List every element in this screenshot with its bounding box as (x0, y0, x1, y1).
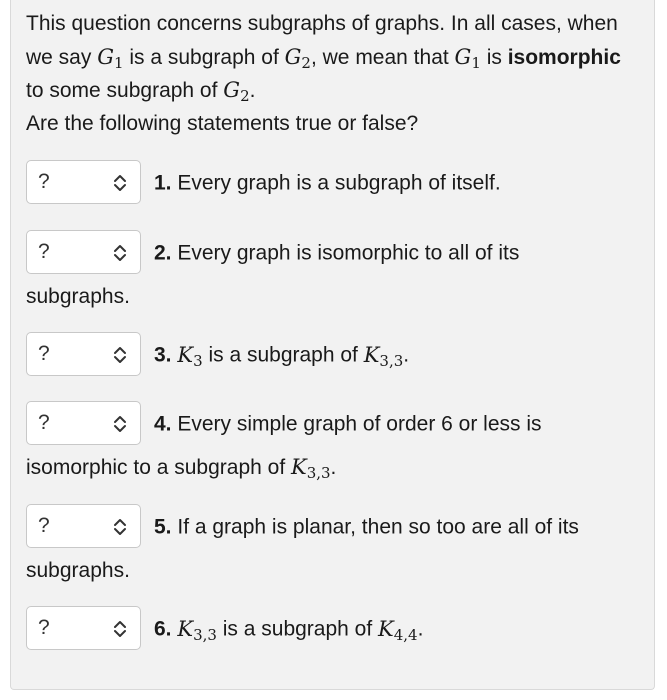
select-value: ? (38, 342, 50, 365)
math-k3: $K_3$ (177, 342, 203, 370)
question-1 (26, 162, 626, 206)
select-value: ? (38, 616, 50, 639)
question-text: Every simple graph of order 6 or less is isomorphic to a subgraph of (26, 412, 542, 479)
select-value: ? (38, 411, 50, 434)
question-2 (26, 232, 626, 317)
chevron-up-down-icon (112, 619, 128, 639)
intro-text-3: , we mean that (310, 45, 455, 69)
question-number: 5. (154, 515, 172, 539)
answer-select-4[interactable] (26, 401, 141, 445)
question-3: ? 3. $K_3$ is a subgraph of $K_{3,3}$. (26, 334, 626, 378)
answer-select-3[interactable] (26, 332, 141, 376)
math-k33: $K_{3,3}$ (363, 342, 404, 370)
answer-select-6[interactable] (26, 606, 141, 650)
select-value: ? (38, 514, 50, 537)
question-number: 4. (154, 412, 172, 436)
intro-prompt: Are the following statements true or false? (26, 111, 419, 135)
question-text: Every graph is a subgraph of itself. (177, 171, 501, 195)
intro-text-5: to some subgraph of (26, 79, 224, 102)
answer-select-1[interactable] (26, 160, 141, 204)
chevron-up-down-icon (112, 517, 128, 537)
math-k44: $K_{4,4}$ (378, 616, 418, 644)
question-number: 2. (154, 241, 172, 265)
chevron-up-down-icon (112, 345, 128, 365)
answer-select-5[interactable] (26, 504, 141, 548)
intro-text-1: This question concerns subgraphs of graphs. In all cases, when we say (26, 12, 618, 69)
question-intro: This question concerns subgraphs of graphs. In all cases, when we say $G_1$ is a subgraph of $G_2$, we mean that $G_1$ is isomorphic to some subgraph of $G_2$. Are the following statements true or false? (26, 12, 621, 135)
select-value: ? (38, 170, 50, 193)
math-g1-again: $G_1$ (454, 44, 481, 72)
intro-bold-isomorphic: isomorphic (507, 45, 621, 69)
question-4: ? 4. Every simple graph of order 6 or less is isomorphic to a subgraph of $K_{3,3}$. (26, 403, 626, 488)
math-g2: $G_2$ (284, 44, 311, 72)
question-number: 1. (154, 171, 172, 195)
intro-text-2: is a subgraph of (123, 45, 285, 69)
select-value: ? (38, 240, 50, 263)
answer-select-2[interactable] (26, 230, 141, 274)
math-g2-again: $G_2$ (223, 78, 250, 105)
question-text: Every graph is isomorphic to all of its subgraphs. (26, 241, 520, 308)
chevron-up-down-icon (112, 173, 128, 193)
math-k33: $K_{3,3}$ (290, 455, 331, 482)
intro-text-4: is (480, 45, 508, 69)
chevron-up-down-icon (112, 414, 128, 434)
question-6: ? 6. $K_{3,3}$ is a subgraph of $K_{4,4}$. (26, 608, 626, 652)
question-number: 3. (154, 343, 172, 367)
question-number: 6. (154, 617, 172, 641)
question-5 (26, 506, 626, 591)
question-text: If a graph is planar, then so too are all of its subgraphs. (26, 515, 579, 582)
math-k33: $K_{3,3}$ (177, 616, 217, 644)
math-g1: $G_1$ (97, 44, 124, 72)
question-text: is a subgraph of (202, 343, 364, 367)
chevron-up-down-icon (112, 243, 128, 263)
question-text: is a subgraph of (216, 617, 379, 641)
